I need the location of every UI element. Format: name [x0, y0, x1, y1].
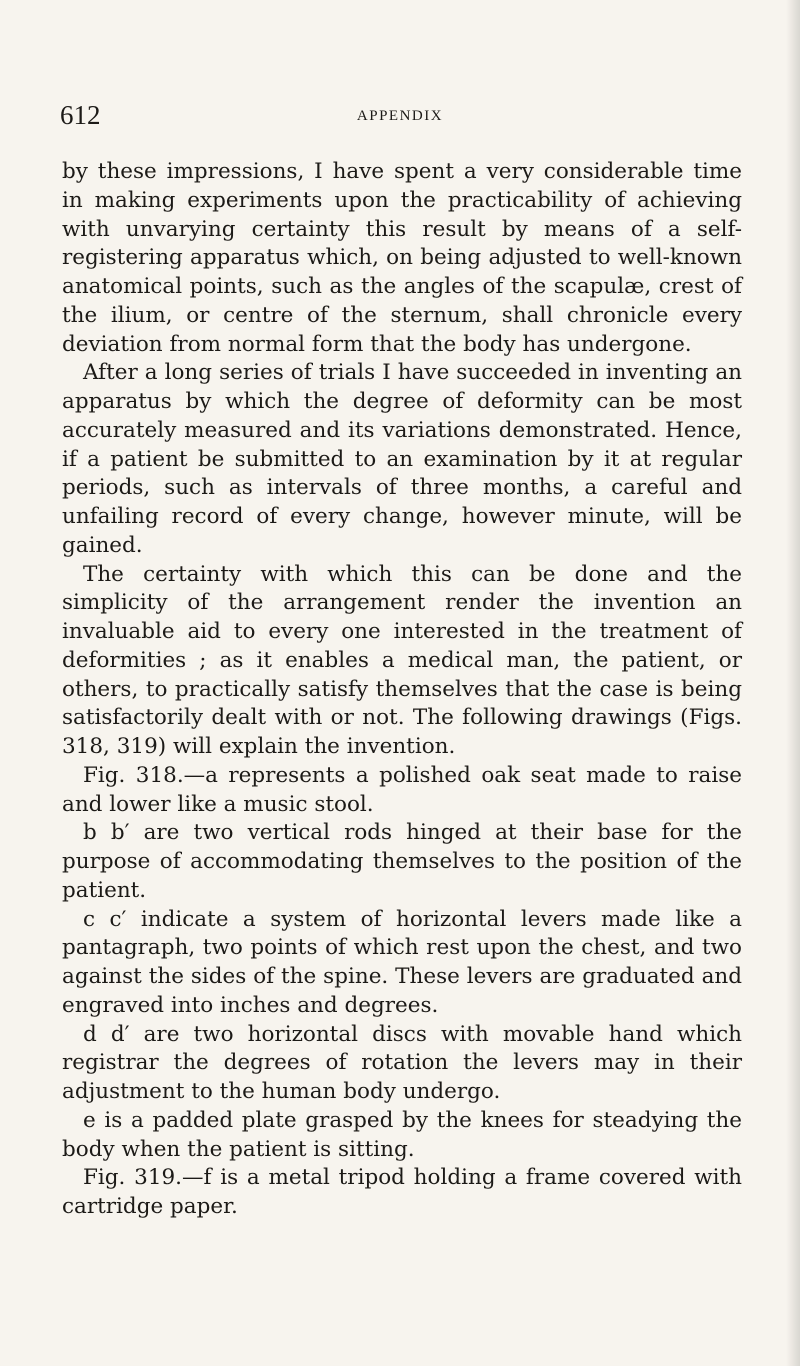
paragraph-discs-d: d d′ are two horizontal discs with movable hand which registrar the degrees of rotation the levers may in their adjustment to the human body undergo.: [62, 1021, 742, 1104]
body-text: [62, 158, 742, 1222]
page-edge-shadow: [786, 0, 800, 1366]
paragraph-fig-319-f: Fig. 319.—f is a metal tripod holding a frame covered with cartridge paper.: [62, 1165, 742, 1219]
page-number: 612: [60, 100, 101, 130]
paragraph-rods-b: b b′ are two vertical rods hinged at their base for the purpose of accommodating themselves to the position of the patient.: [62, 820, 742, 903]
paragraph-plate-e: e is a padded plate grasped by the knees for steadying the body when the patient is sitting.: [62, 1107, 742, 1162]
paragraph-fig-318-a: Fig. 318.—a represents a polished oak seat made to raise and lower like a music stool.: [62, 762, 742, 817]
paragraph-apparatus: After a long series of trials I have succeeded in inventing an apparatus by which the degree of deformity can be most accurately measured and its variations demonstrated. Hence, if a patient be submitted to an examination by it at regular periods, such as intervals of three months, a careful and unfailing record of every change, however minute, will be gained.: [62, 360, 742, 558]
paragraph-levers-c: c c′ indicate a system of horizontal levers made like a pantagraph, two points of which rest upon the chest, and two against the sides of the spine. These levers are graduated and engraved into inches and degrees.: [62, 906, 742, 1018]
running-title: APPENDIX: [356, 108, 444, 124]
paragraph-certainty: The certainty with which this can be done and the simplicity of the arrangement render the invention an invaluable aid to every one interested in the treatment of deformities ; as it enables a medical man, the patient, or others, to practically satisfy themselves that the case is being satisfactorily dealt with or not. The following drawings (Figs. 318, 319) will explain the invention.: [62, 561, 742, 759]
paragraph-continuation: by these impressions, I have spent a very considerable time in making experiments upon the practicability of achieving with unvarying certainty this result by means of a self-registering apparatus which, on being adjusted to well-known anatomical points, such as the angles of the scapulæ, crest of the ilium, or centre of the sternum, shall chronicle every deviation from normal form that the body has undergone.: [62, 159, 742, 357]
running-head: [60, 100, 740, 140]
